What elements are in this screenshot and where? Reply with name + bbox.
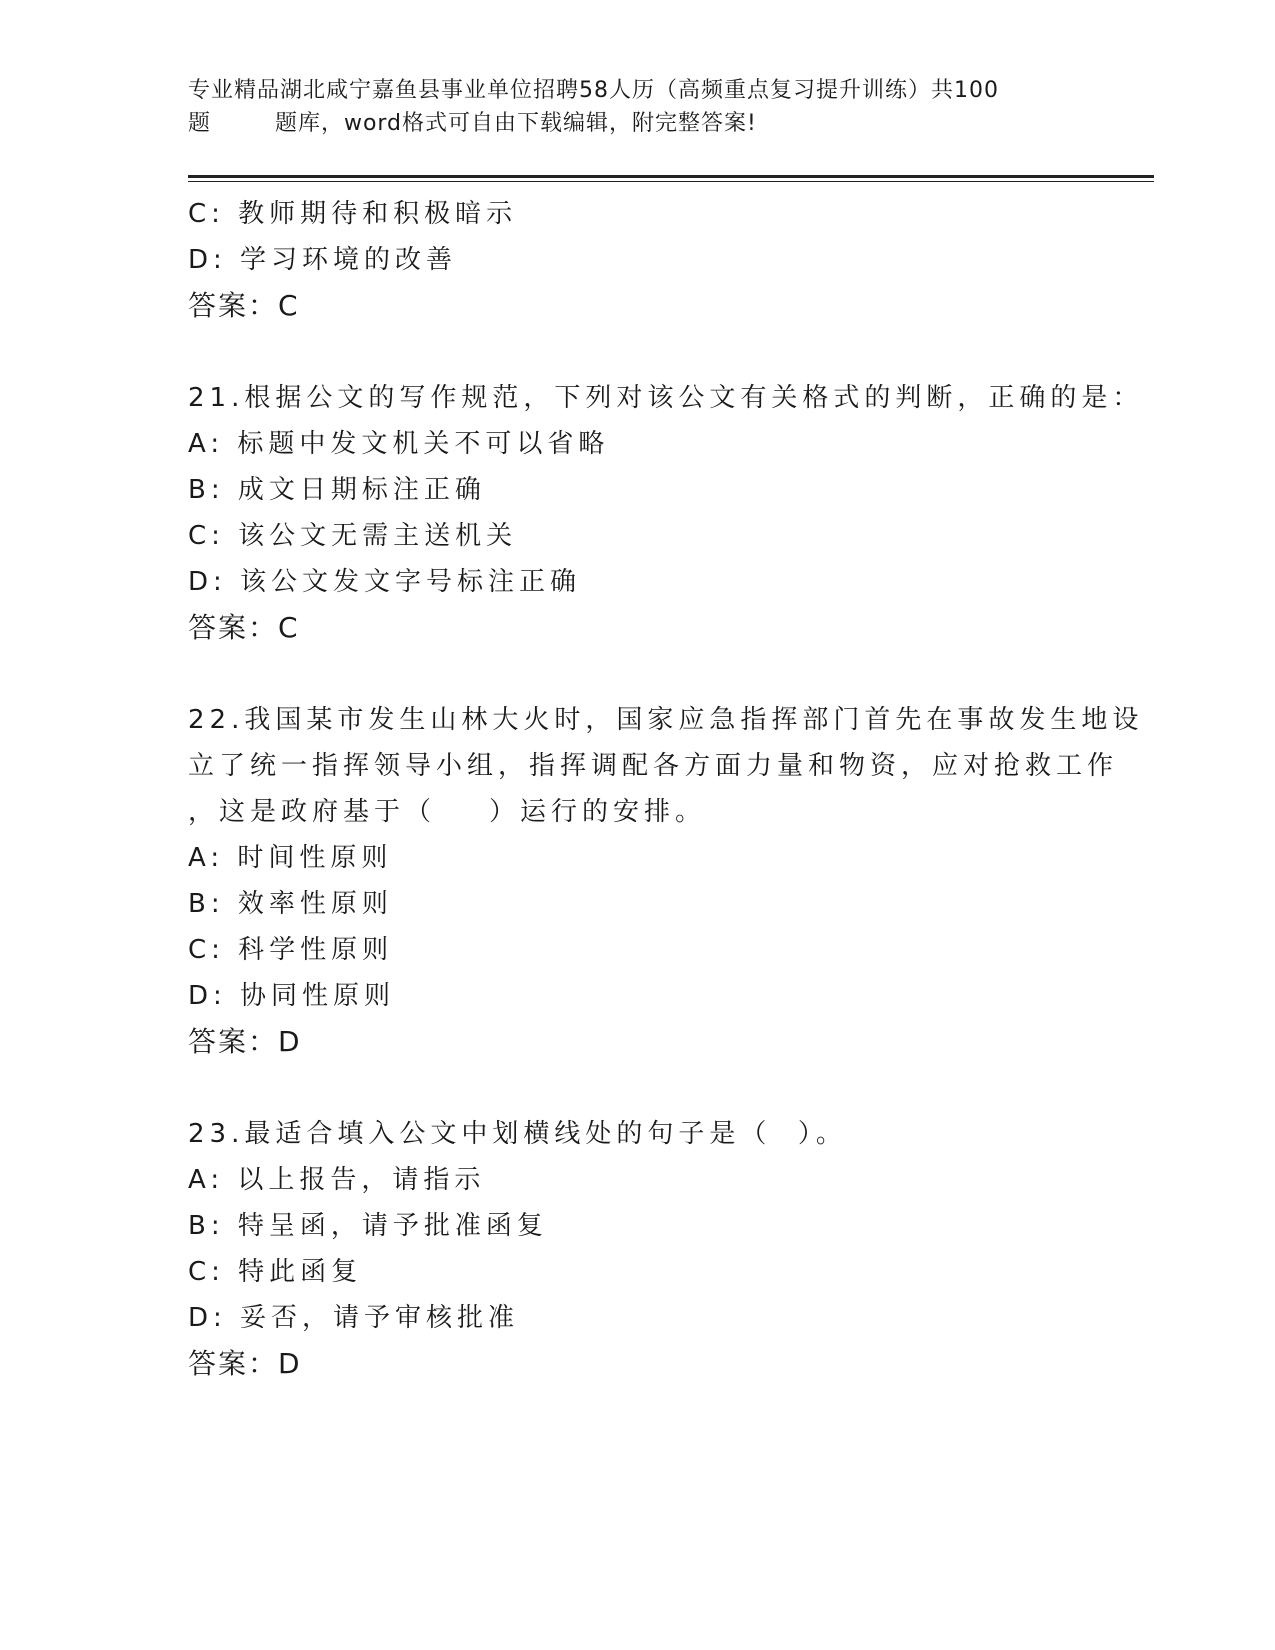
- previous-question-tail: [188, 191, 1108, 329]
- question-23: [188, 1111, 1108, 1387]
- option-b: B: 成文日期标注正确: [188, 475, 486, 505]
- question-22: [188, 697, 1144, 1065]
- option-c: C: 科学性原则: [188, 935, 394, 965]
- option-a: A: 标题中发文机关不可以省略: [188, 429, 610, 459]
- option-b: B: 效率性原则: [188, 889, 393, 919]
- answer-line: 答案：C: [188, 611, 300, 644]
- header-title-line-1: 专业精品湖北咸宁嘉鱼县事业单位招聘58人历（高频重点复习提升训练）共100: [188, 78, 999, 103]
- option-d: D: 该公文发文字号标注正确: [188, 567, 582, 597]
- question-content: [188, 191, 1144, 1387]
- option-a: A: 以上报告，请指示: [188, 1165, 486, 1195]
- option-d: D: 学习环境的改善: [188, 245, 458, 275]
- question-stem-line-3: ，这是政府基于（ ）运行的安排。: [188, 797, 707, 827]
- answer-line: 答案：C: [188, 289, 300, 322]
- header-divider-thin: [188, 181, 1154, 182]
- question-stem-line-1: 22.我国某市发生山林大火时，国家应急指挥部门首先在事故发生地设: [188, 705, 1144, 735]
- option-a: A: 时间性原则: [188, 843, 393, 873]
- header-divider-thick: [188, 175, 1154, 178]
- answer-line: 答案：D: [188, 1025, 302, 1058]
- option-d: D: 妥否，请予审核批准: [188, 1303, 520, 1333]
- option-c: C: 该公文无需主送机关: [188, 521, 518, 551]
- option-d: D: 协同性原则: [188, 981, 396, 1011]
- question-stem: 21.根据公文的写作规范，下列对该公文有关格式的判断，正确的是：: [188, 383, 1144, 413]
- question-stem-line-2: 立了统一指挥领导小组，指挥调配各方面力量和物资，应对抢救工作: [188, 751, 1119, 781]
- question-stem: 23.最适合填入公文中划横线处的句子是（ ）。: [188, 1119, 847, 1149]
- option-c: C: 特此函复: [188, 1257, 363, 1287]
- option-b: B: 特呈函，请予批准函复: [188, 1211, 548, 1241]
- header-title-line-2: 题 题库，word格式可自由下载编辑，附完整答案!: [188, 111, 757, 136]
- option-c: C: 教师期待和积极暗示: [188, 199, 518, 229]
- question-21: [188, 375, 1144, 651]
- document-header: [188, 74, 1088, 140]
- answer-line: 答案：D: [188, 1347, 302, 1380]
